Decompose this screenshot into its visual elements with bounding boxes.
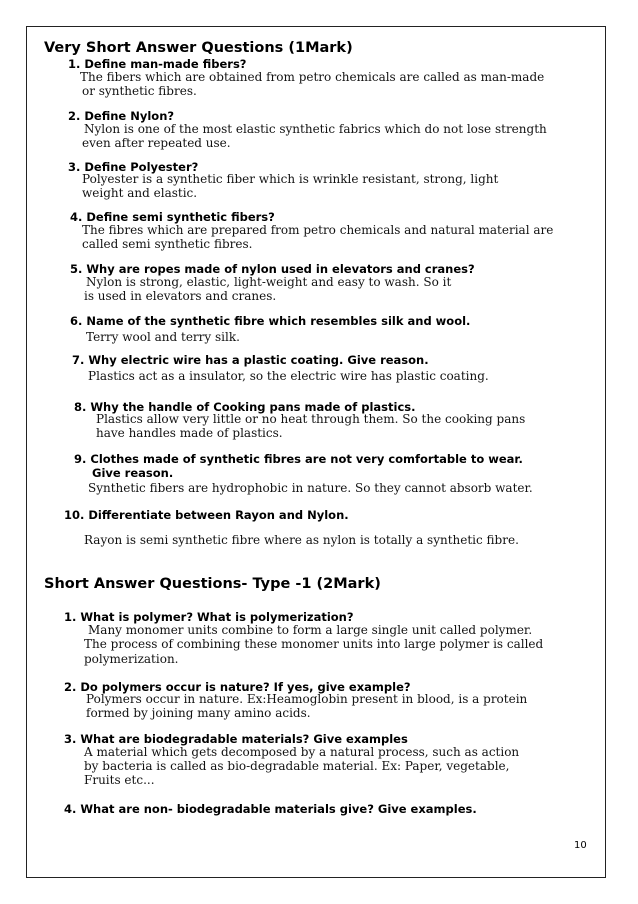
question-8: 8. Why the handle of Cooking pans made of plastics. — [74, 400, 416, 414]
answer-s2-1-line-3: polymerization. — [84, 652, 179, 666]
question-9-line-2: Give reason. — [92, 466, 174, 480]
answer-s2-2-line-2: formed by joining many amino acids. — [86, 706, 311, 720]
question-1: 1. Define man-made fibers? — [68, 57, 247, 71]
question-2: 2. Define Nylon? — [68, 109, 175, 123]
answer-8-line-1: Plastics allow very little or no heat through them. So the cooking pans — [96, 412, 526, 426]
question-s2-4: 4. What are non- biodegradable materials give? Give examples. — [64, 802, 477, 816]
answer-s2-2-line-1: Polymers occur in nature. Ex:Heamoglobin present in blood, is a protein — [86, 692, 528, 706]
section-heading-short-answer: Short Answer Questions- Type -1 (2Mark) — [44, 576, 381, 592]
answer-s2-3-line-2: by bacteria is called as bio-degradable material. Ex: Paper, vegetable, — [84, 759, 510, 773]
answer-3-line-1: Polyester is a synthetic fiber which is wrinkle resistant, strong, light — [82, 172, 499, 186]
answer-s2-1-line-2: The process of combining these monomer units into large polymer is called — [84, 637, 544, 651]
answer-6-line-1: Terry wool and terry silk. — [86, 330, 240, 344]
answer-4-line-2: called semi synthetic fibres. — [82, 237, 253, 251]
question-7: 7. Why electric wire has a plastic coating. Give reason. — [72, 353, 429, 367]
question-s2-3: 3. What are biodegradable materials? Give examples — [64, 732, 408, 746]
answer-7-line-1: Plastics act as a insulator, so the electric wire has plastic coating. — [88, 369, 489, 383]
answer-5-line-1: Nylon is strong, elastic, light-weight and easy to wash. So it — [86, 275, 452, 289]
question-10: 10. Differentiate between Rayon and Nylon. — [64, 508, 349, 522]
answer-1-line-1: The fibers which are obtained from petro chemicals are called as man-made — [80, 70, 545, 84]
answer-10-line-1: Rayon is semi synthetic fibre where as nylon is totally a synthetic fibre. — [84, 533, 519, 547]
question-4: 4. Define semi synthetic fibers? — [70, 210, 275, 224]
answer-2-line-2: even after repeated use. — [82, 136, 231, 150]
question-s2-2: 2. Do polymers occur is nature? If yes, give example? — [64, 680, 411, 694]
page-number: 10 — [574, 840, 587, 851]
answer-2-line-1: Nylon is one of the most elastic synthetic fabrics which do not lose strength — [84, 122, 547, 136]
question-5: 5. Why are ropes made of nylon used in elevators and cranes? — [70, 262, 475, 276]
answer-s2-3-line-3: Fruits etc... — [84, 773, 155, 787]
question-3: 3. Define Polyester? — [68, 160, 199, 174]
question-6: 6. Name of the synthetic fibre which resembles silk and wool. — [70, 314, 471, 328]
answer-3-line-2: weight and elastic. — [82, 186, 198, 200]
answer-s2-1-line-1: Many monomer units combine to form a large single unit called polymer. — [88, 623, 533, 637]
question-s2-1: 1. What is polymer? What is polymerization? — [64, 610, 354, 624]
section-heading-very-short: Very Short Answer Questions (1Mark) — [44, 40, 353, 56]
answer-5-line-2: is used in elevators and cranes. — [84, 289, 277, 303]
answer-1-line-2: or synthetic fibres. — [82, 84, 197, 98]
answer-8-line-2: have handles made of plastics. — [96, 426, 283, 440]
question-9-line-1: 9. Clothes made of synthetic fibres are not very comfortable to wear. — [74, 452, 523, 466]
answer-9-line-1: Synthetic fibers are hydrophobic in nature. So they cannot absorb water. — [88, 481, 533, 495]
answer-s2-3-line-1: A material which gets decomposed by a natural process, such as action — [84, 745, 520, 759]
answer-4-line-1: The fibres which are prepared from petro chemicals and natural material are — [82, 223, 554, 237]
